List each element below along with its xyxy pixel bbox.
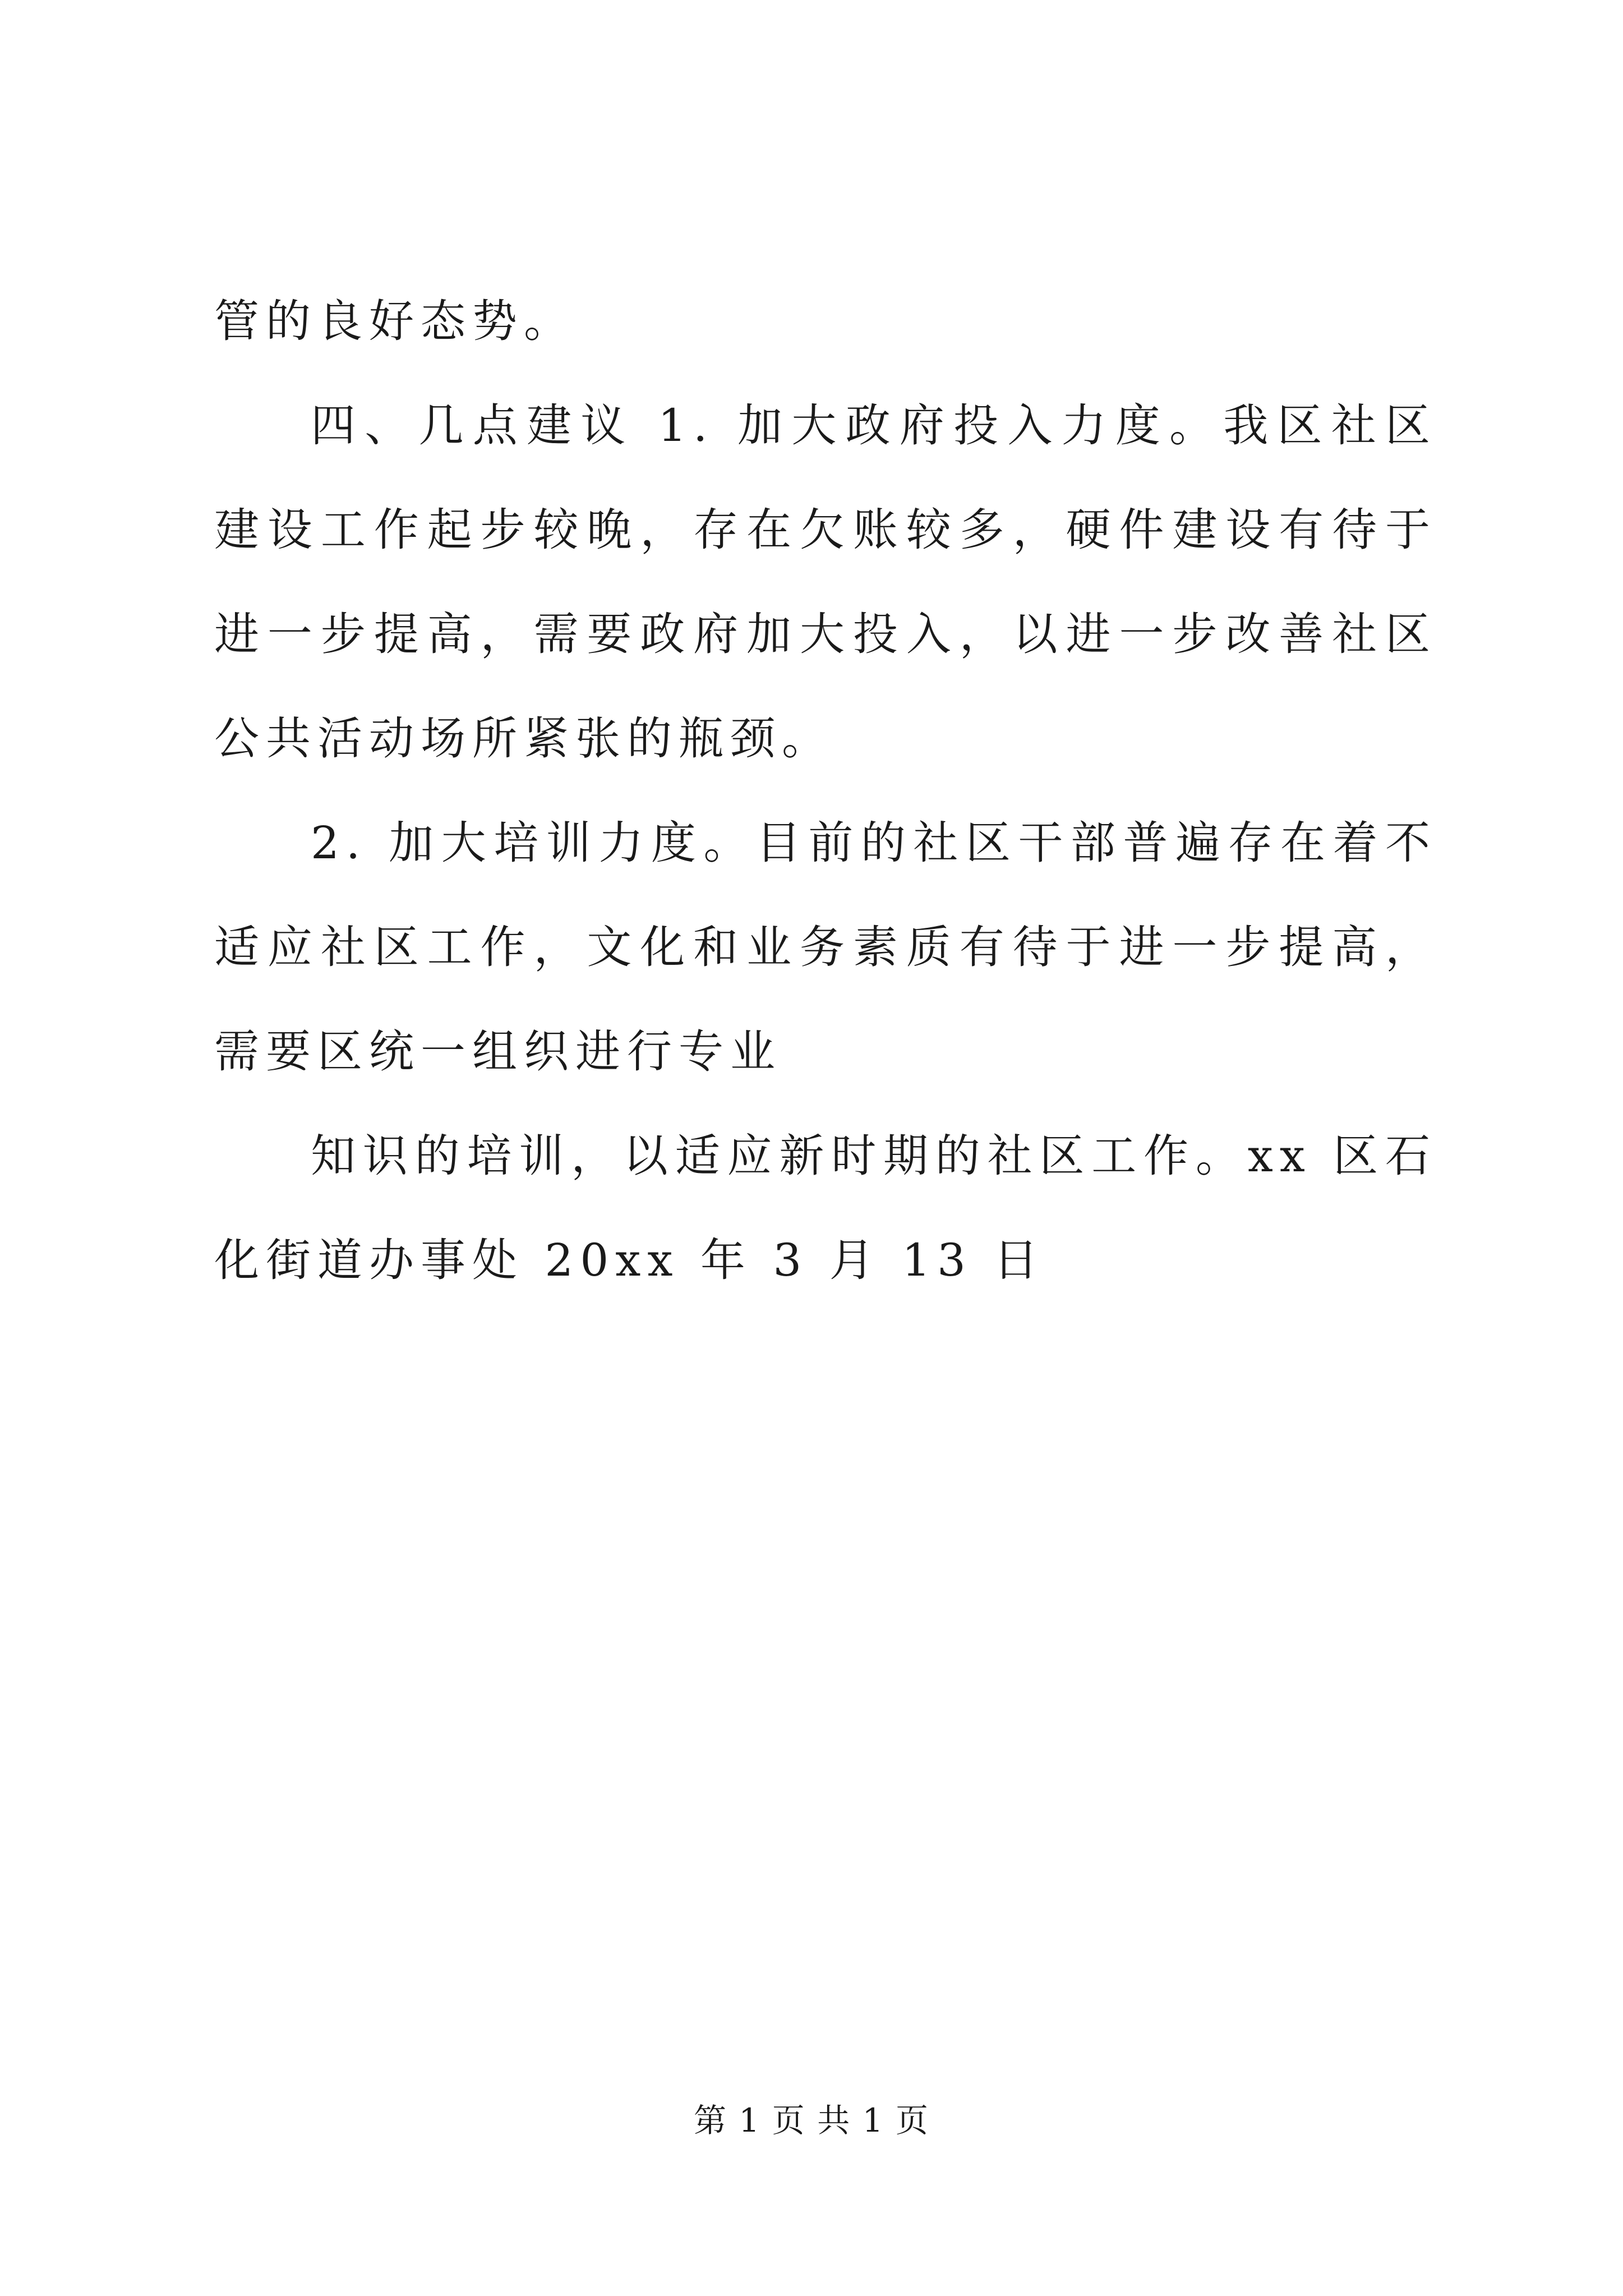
paragraph-training: 2. 加大培训力度。目前的社区干部普遍存在着不适应社区工作，文化和业务素质有待于进一步提高，需要区统一组织进行专业: [214, 817, 1437, 1078]
paragraph-closing-signature: 知识的培训，以适应新时期的社区工作。xx 区石化街道办事处 20xx 年 3 月 13 日: [214, 1130, 1437, 1286]
page-footer: 第 1 页 共 1 页: [694, 2101, 929, 2139]
document-body: [214, 269, 1437, 1313]
paragraph-continuation: 管的良好态势。: [214, 295, 575, 347]
paragraph-suggestions: 四、几点建议 1. 加大政府投入力度。我区社区建设工作起步较晚，存在欠账较多，硬件建设有待于进一步提高，需要政府加大投入，以进一步改善社区公共活动场所紧张的瓶颈。: [214, 399, 1437, 765]
